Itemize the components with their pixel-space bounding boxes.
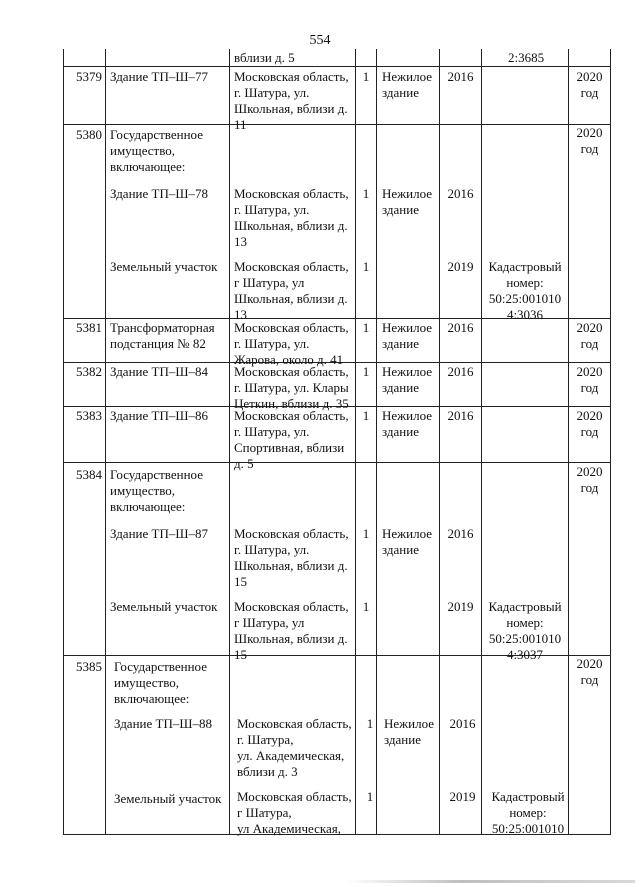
object-quantity: 1 <box>362 69 370 84</box>
object-name: Здание ТП–Ш–77 <box>110 69 208 84</box>
sub-object-year: 2019 <box>447 599 474 614</box>
scan-edge-shadow <box>345 880 635 883</box>
transfer-deadline: 2020 год <box>576 69 603 100</box>
sub-object-quantity: 1 <box>362 259 370 274</box>
sub-object-quantity: 1 <box>366 789 374 804</box>
sub-object-year: 2019 <box>449 789 476 804</box>
object-address: Московская область, г. Шатура, ул. Спортивная, вблизи д. 5 <box>234 408 349 471</box>
row-number: 5380 <box>76 127 102 142</box>
sub-object-year: 2016 <box>449 716 476 731</box>
sub-object-address: Московская область, г. Шатура, ул. Академическая, вблизи д. 3 <box>237 716 352 779</box>
column-border <box>610 49 611 835</box>
sub-object-year: 2016 <box>447 186 474 201</box>
row-number: 5381 <box>76 320 102 335</box>
continuation-note: 2:3685 <box>508 50 545 65</box>
column-border <box>439 49 440 835</box>
sub-object-name: Здание ТП–Ш–88 <box>114 716 212 731</box>
cadastral-note: Кадастровый номер: 50:25:001010 4:3036 <box>488 259 562 322</box>
object-type: Нежилое здание <box>382 320 433 351</box>
object-type: Нежилое здание <box>382 364 433 395</box>
sub-object-address: Московская область, г Шатура, ул Школьная, вблизи д. 15 <box>234 599 349 662</box>
object-name: Здание ТП–Ш–86 <box>110 408 208 423</box>
row-number: 5383 <box>76 408 102 423</box>
column-border <box>355 49 356 835</box>
sub-object-name: Земельный участок <box>110 259 218 274</box>
object-year: 2016 <box>447 408 474 423</box>
sub-object-year: 2019 <box>447 259 474 274</box>
sub-object-name: Земельный участок <box>110 599 218 614</box>
sub-object-address: Московская область, г Шатура, ул Школьная, вблизи д. 13 <box>234 259 349 322</box>
transfer-deadline: 2020 год <box>576 125 603 156</box>
column-border <box>105 49 106 835</box>
object-type: Нежилое здание <box>382 69 433 100</box>
object-year: 2016 <box>447 69 474 84</box>
transfer-deadline: 2020 год <box>576 464 603 495</box>
object-address: Московская область, г. Шатура, ул. Жарова, около д. 41 <box>234 320 349 367</box>
row-number: 5382 <box>76 364 102 379</box>
row-number: 5384 <box>76 467 102 482</box>
object-name: Государственное имущество, включающее: <box>110 127 203 174</box>
object-year: 2016 <box>447 320 474 335</box>
row-number: 5379 <box>76 69 102 84</box>
sub-object-quantity: 1 <box>362 526 370 541</box>
object-quantity: 1 <box>362 320 370 335</box>
transfer-deadline: 2020 год <box>576 364 603 395</box>
sub-object-quantity: 1 <box>362 599 370 614</box>
object-address: Московская область, г. Шатура, ул. Клары Цеткин, вблизи д. 35 <box>234 364 349 411</box>
object-name: Трансформаторная подстанция № 82 <box>110 320 215 351</box>
sub-object-quantity: 1 <box>366 716 374 731</box>
transfer-deadline: 2020 год <box>576 656 603 687</box>
transfer-deadline: 2020 год <box>576 408 603 439</box>
sub-object-quantity: 1 <box>362 186 370 201</box>
column-border <box>568 49 569 835</box>
cadastral-note: Кадастровый номер: 50:25:001010 <box>491 789 565 836</box>
object-year: 2016 <box>447 364 474 379</box>
continuation-address: вблизи д. 5 <box>234 50 295 65</box>
sub-object-name: Здание ТП–Ш–78 <box>110 186 208 201</box>
object-name: Государственное имущество, включающее: <box>114 659 207 706</box>
column-border <box>229 49 230 835</box>
object-type: Нежилое здание <box>382 408 433 439</box>
object-name: Здание ТП–Ш–84 <box>110 364 208 379</box>
sub-object-type: Нежилое здание <box>382 526 433 557</box>
object-quantity: 1 <box>362 364 370 379</box>
sub-object-address: Московская область, г Шатура, ул Академическая, <box>237 789 352 836</box>
sub-object-address: Московская область, г. Шатура, ул. Школьная, вблизи д. 13 <box>234 186 349 249</box>
sub-object-type: Нежилое здание <box>382 186 433 217</box>
object-quantity: 1 <box>362 408 370 423</box>
sub-object-address: Московская область, г. Шатура, ул. Школьная, вблизи д. 15 <box>234 526 349 589</box>
column-border <box>63 49 64 835</box>
page-number: 554 <box>309 33 331 48</box>
object-address: Московская область, г. Шатура, ул. Школьная, вблизи д. 11 <box>234 69 349 132</box>
sub-object-type: Нежилое здание <box>384 716 435 747</box>
sub-object-name: Здание ТП–Ш–87 <box>110 526 208 541</box>
row-number: 5385 <box>76 659 102 674</box>
cadastral-note: Кадастровый номер: 50:25:001010 4:3037 <box>488 599 562 662</box>
sub-object-name: Земельный участок <box>114 791 222 806</box>
transfer-deadline: 2020 год <box>576 320 603 351</box>
row-border <box>63 66 611 67</box>
sub-object-year: 2016 <box>447 526 474 541</box>
object-name: Государственное имущество, включающее: <box>110 467 203 514</box>
